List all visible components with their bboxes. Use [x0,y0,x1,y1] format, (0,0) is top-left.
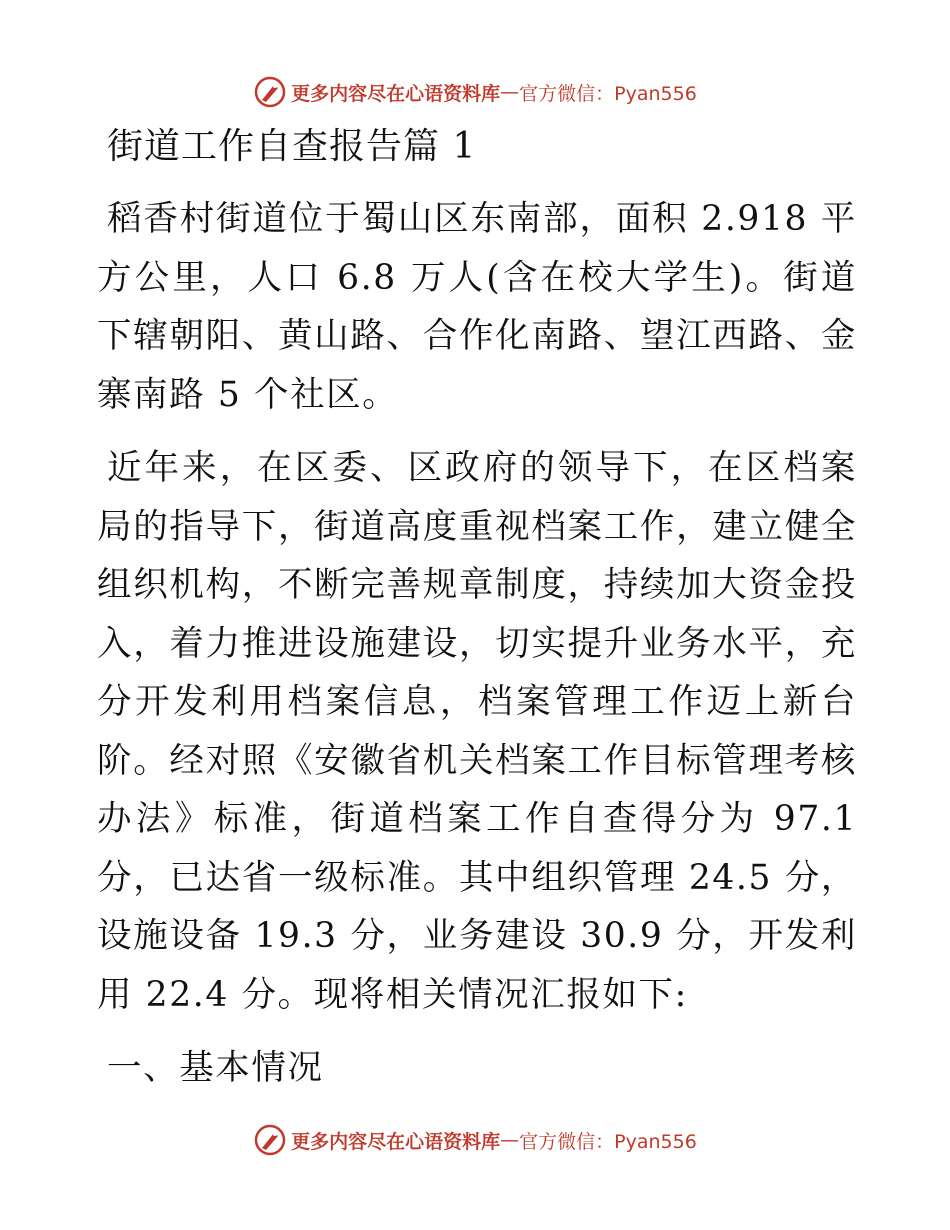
pen-logo-icon [253,75,287,109]
watermark-banner-top [0,72,950,112]
section-heading: 一、基本情况 [107,1048,324,1088]
document-body [97,118,857,1097]
paragraph-1-text: 稻香村街道位于蜀山区东南部，面积 2.918 平方公里，人口 6.8 万人(含在校大学生)。街道下辖朝阳、黄山路、合作化南路、望江西路、金寨南路 5 个社区。 [97,199,857,415]
document-title: 街道工作自查报告篇 1 [107,126,477,167]
paragraph-2-text: 近年来，在区委、区政府的领导下，在区档案局的指导下，街道高度重视档案工作，建立健全组织机构，不断完善规章制度，持续加大资金投入，着力推进设施建设，切实提升业务水平，充分开发利用档案信息，档案管理工作迈上新台阶。经对照《安徽省机关档案工作目标管理考核办法》标准，街道档案工作自查得分为 97.1 分，已达省一级标准。其中组织管理 24.5 分，设施设备 19.3 分，业务建设 30.9 分，开发利用 22.4 分。现将相关情况汇报如下: [97,448,857,1015]
watermark-contact: 官方微信：Pyan556 [519,1130,697,1153]
watermark-contact: 官方微信：Pyan556 [519,82,697,105]
watermark-separator: — [500,1129,520,1151]
paragraph-2 [97,439,857,1024]
watermark-text: 更多内容尽在心语资料库 [291,1130,501,1153]
pen-logo-icon [253,1123,287,1157]
watermark-banner-bottom [0,1120,950,1160]
paragraph-1 [97,190,857,424]
watermark-separator: — [500,81,520,103]
watermark-text: 更多内容尽在心语资料库 [291,82,501,105]
